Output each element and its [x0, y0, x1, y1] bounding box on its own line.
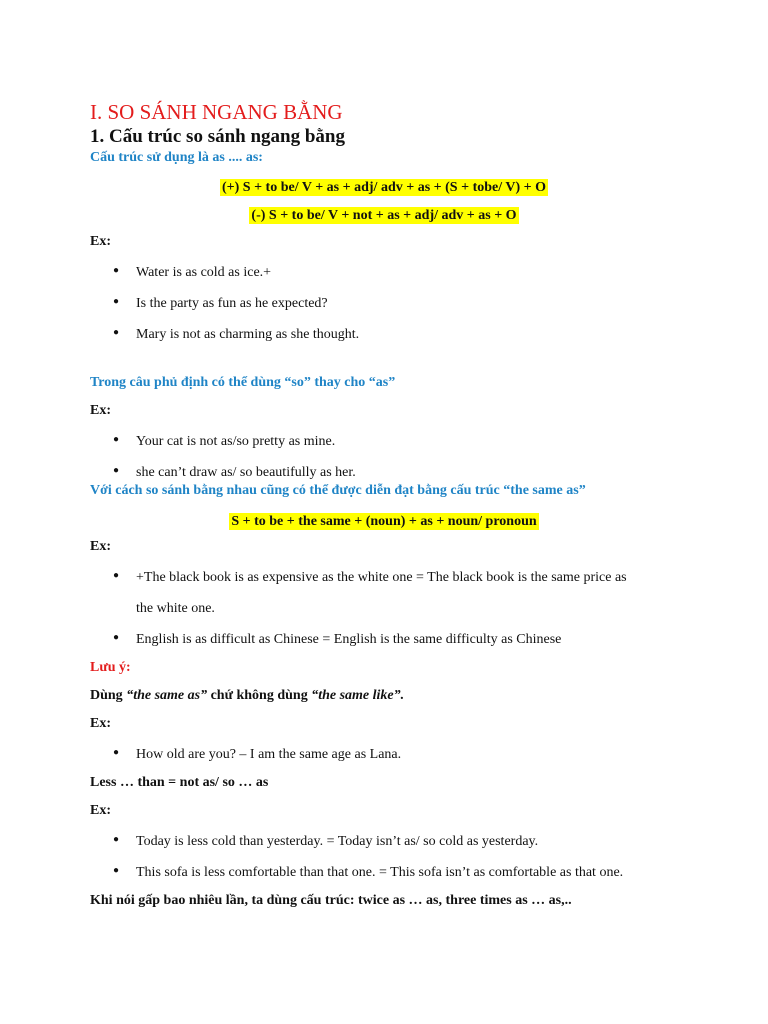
- less-than-rule: Less … than = not as/ so … as: [90, 775, 269, 790]
- section-heading: 1. Cấu trúc so sánh ngang bằng: [90, 126, 345, 147]
- bullet-icon: ●: [113, 570, 120, 581]
- bullet-icon: ●: [113, 865, 120, 876]
- formula-negative-row: [0, 206, 768, 224]
- list-item-text: Is the party as fun as he expected?: [136, 296, 328, 311]
- list-item-text: Your cat is not as/so pretty as mine.: [136, 434, 336, 449]
- note-text-part1: Dùng: [90, 688, 127, 703]
- formula-positive-row: [0, 178, 768, 196]
- note-label: Lưu ý:: [90, 660, 131, 675]
- same-as-note: Với cách so sánh bằng nhau cũng có thể được diễn đạt bằng cấu trúc “the same as”: [90, 483, 586, 498]
- ex-label: Ex:: [90, 539, 111, 554]
- bullet-icon: ●: [113, 632, 120, 643]
- ex-label: Ex:: [90, 234, 111, 249]
- bullet-icon: ●: [113, 265, 120, 276]
- bullet-icon: ●: [113, 296, 120, 307]
- note-text: [90, 688, 404, 704]
- list-item-continuation: the white one.: [136, 601, 215, 616]
- list-item-text: How old are you? – I am the same age as Lana.: [136, 747, 402, 762]
- page-title: I. SO SÁNH NGANG BẰNG: [90, 100, 343, 124]
- bullet-icon: ●: [113, 747, 120, 758]
- formula-same-as: S + to be + the same + (noun) + as + noun/ pronoun: [231, 514, 537, 529]
- list-item-text: This sofa is less comfortable than that one. = This sofa isn’t as comfortable as that one.: [136, 865, 624, 880]
- note-text-part2: chứ không dùng: [207, 688, 312, 703]
- note-text-italic2: “the same like”.: [311, 688, 405, 703]
- bullet-icon: ●: [113, 465, 120, 476]
- ex-label: Ex:: [90, 403, 111, 418]
- note-text-italic1: “the same as”: [126, 688, 208, 703]
- bullet-icon: ●: [113, 327, 120, 338]
- negative-note: Trong câu phủ định có thể dùng “so” thay cho “as”: [90, 375, 396, 390]
- structure-intro: Cấu trúc sử dụng là as .... as:: [90, 150, 263, 165]
- list-item-text: Water is as cold as ice.+: [136, 265, 272, 280]
- formula-positive: (+) S + to be/ V + as + adj/ adv + as + (S + tobe/ V) + O: [221, 180, 547, 195]
- list-item-text: English is as difficult as Chinese = English is the same difficulty as Chinese: [136, 632, 562, 647]
- times-note: Khi nói gấp bao nhiêu lần, ta dùng cấu trúc: twice as … as, three times as … as,..: [90, 893, 572, 908]
- ex-label: Ex:: [90, 716, 111, 731]
- ex-label: Ex:: [90, 803, 111, 818]
- list-item-text: +The black book is as expensive as the white one = The black book is the same price as: [136, 570, 627, 585]
- list-item-text: Mary is not as charming as she thought.: [136, 327, 360, 342]
- bullet-icon: ●: [113, 834, 120, 845]
- same-formula-row: [0, 512, 768, 530]
- bullet-icon: ●: [113, 434, 120, 445]
- list-item-text: Today is less cold than yesterday. = Today isn’t as/ so cold as yesterday.: [136, 834, 539, 849]
- list-item-text: she can’t draw as/ so beautifully as her.: [136, 465, 356, 480]
- formula-negative: (-) S + to be/ V + not + as + adj/ adv + as + O: [251, 208, 517, 223]
